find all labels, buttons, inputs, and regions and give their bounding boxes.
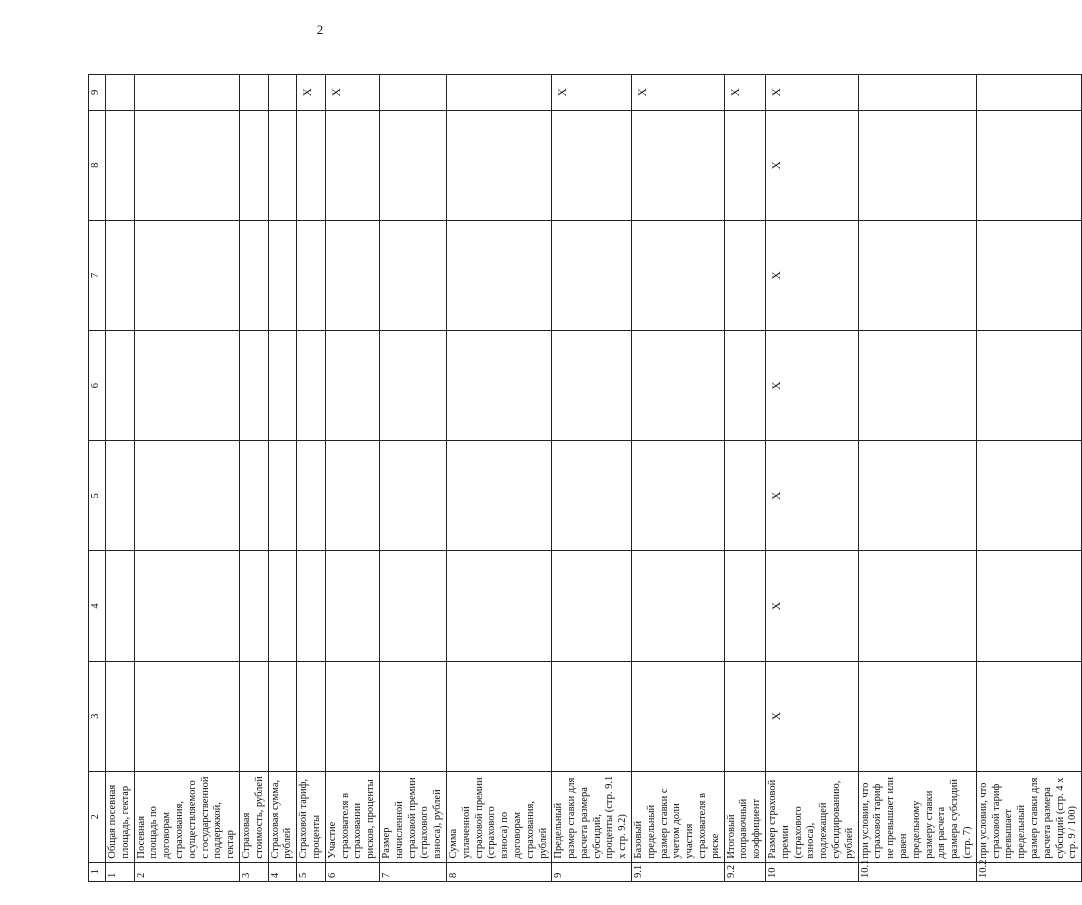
empty-cell [379, 75, 446, 111]
table-row [552, 75, 632, 882]
empty-cell [239, 331, 268, 441]
header-cell: 2 [89, 771, 106, 862]
empty-cell [134, 220, 239, 330]
empty-cell [106, 551, 135, 661]
table-row [858, 75, 976, 882]
cross-mark-cell: X [766, 75, 859, 111]
empty-cell [134, 110, 239, 220]
empty-cell [297, 220, 326, 330]
table-row [297, 75, 326, 882]
empty-cell [325, 220, 379, 330]
empty-cell [724, 331, 765, 441]
empty-cell [446, 661, 551, 771]
empty-cell [552, 661, 632, 771]
empty-cell [976, 75, 1081, 111]
page-number: 2 [316, 22, 324, 37]
empty-cell [134, 551, 239, 661]
table-body [106, 75, 1082, 882]
header-cell: 5 [89, 441, 106, 551]
empty-cell [239, 551, 268, 661]
empty-cell [446, 551, 551, 661]
row-label: Посевная площадь по договорам страхования, осуществляемого с государственной поддержкой, гектар [134, 771, 239, 862]
header-cell: 9 [89, 75, 106, 111]
empty-cell [268, 441, 297, 551]
cross-mark-cell: X [766, 110, 859, 220]
empty-cell [858, 331, 976, 441]
table-row [106, 75, 135, 882]
empty-cell [446, 75, 551, 111]
empty-cell [446, 110, 551, 220]
empty-cell [379, 110, 446, 220]
empty-cell [239, 220, 268, 330]
row-label: Общая посевная площадь, гектар [106, 771, 135, 862]
empty-cell [858, 75, 976, 111]
empty-cell [976, 661, 1081, 771]
table-row [632, 75, 725, 882]
empty-cell [134, 661, 239, 771]
table-row [976, 75, 1081, 882]
cross-mark-cell: X [632, 75, 725, 111]
empty-cell [379, 551, 446, 661]
empty-cell [632, 551, 725, 661]
empty-cell [239, 441, 268, 551]
cross-mark-cell: X [325, 75, 379, 111]
header-cell: 7 [89, 220, 106, 330]
empty-cell [858, 220, 976, 330]
empty-cell [268, 110, 297, 220]
table-row [268, 75, 297, 882]
row-number: 10.1 [858, 862, 976, 881]
cross-mark-cell: X [766, 551, 859, 661]
empty-cell [724, 551, 765, 661]
cross-mark-cell: X [724, 75, 765, 111]
empty-cell [268, 661, 297, 771]
empty-cell [297, 441, 326, 551]
row-label: Страховая сумма, рублей [268, 771, 297, 862]
cross-mark-cell: X [766, 661, 859, 771]
empty-cell [446, 220, 551, 330]
empty-cell [379, 331, 446, 441]
empty-cell [106, 441, 135, 551]
row-number: 5 [297, 862, 326, 881]
empty-cell [552, 441, 632, 551]
table-row [446, 75, 551, 882]
header-row [89, 75, 106, 882]
empty-cell [858, 441, 976, 551]
cross-mark-cell: X [766, 331, 859, 441]
empty-cell [106, 220, 135, 330]
table-row [379, 75, 446, 882]
empty-cell [297, 331, 326, 441]
header-cell: 6 [89, 331, 106, 441]
header-cell: 8 [89, 110, 106, 220]
row-number: 9 [552, 862, 632, 881]
empty-cell [268, 551, 297, 661]
table-row [724, 75, 765, 882]
empty-cell [106, 75, 135, 111]
empty-cell [976, 331, 1081, 441]
empty-cell [268, 75, 297, 111]
empty-cell [632, 110, 725, 220]
empty-cell [446, 441, 551, 551]
empty-cell [134, 75, 239, 111]
cross-mark-cell: X [766, 441, 859, 551]
row-number: 9.2 [724, 862, 765, 881]
row-label: Итоговый поправочный коэффициент [724, 771, 765, 862]
empty-cell [268, 331, 297, 441]
empty-cell [239, 661, 268, 771]
empty-cell [552, 551, 632, 661]
row-label: Размер страховой премии (страхового взноса), подлежащей субсидированию, рублей [766, 771, 859, 862]
table-row [239, 75, 268, 882]
empty-cell [134, 331, 239, 441]
row-number: 2 [134, 862, 239, 881]
empty-cell [858, 110, 976, 220]
cross-mark-cell: X [297, 75, 326, 111]
row-number: 4 [268, 862, 297, 881]
empty-cell [239, 75, 268, 111]
empty-cell [724, 110, 765, 220]
row-number: 8 [446, 862, 551, 881]
cross-mark-cell: X [766, 220, 859, 330]
empty-cell [724, 661, 765, 771]
table-row [134, 75, 239, 882]
empty-cell [325, 331, 379, 441]
empty-cell [552, 331, 632, 441]
empty-cell [632, 331, 725, 441]
row-number: 6 [325, 862, 379, 881]
empty-cell [325, 551, 379, 661]
empty-cell [858, 551, 976, 661]
row-label: при условии, что страховой тариф не превышает или равен предельному размеру ставки для расчета размера субсидий (стр. 7) [858, 771, 976, 862]
empty-cell [134, 441, 239, 551]
empty-cell [552, 110, 632, 220]
empty-cell [724, 441, 765, 551]
empty-cell [976, 220, 1081, 330]
empty-cell [632, 661, 725, 771]
empty-cell [325, 110, 379, 220]
cross-mark-cell: X [552, 75, 632, 111]
empty-cell [552, 220, 632, 330]
header-cell: 1 [89, 862, 106, 881]
empty-cell [976, 551, 1081, 661]
empty-cell [858, 661, 976, 771]
empty-cell [297, 661, 326, 771]
empty-cell [379, 220, 446, 330]
subsidy-calculation-table [88, 74, 1082, 882]
empty-cell [106, 110, 135, 220]
header-cell: 3 [89, 661, 106, 771]
empty-cell [239, 110, 268, 220]
header-cell: 4 [89, 551, 106, 661]
empty-cell [268, 220, 297, 330]
empty-cell [976, 110, 1081, 220]
empty-cell [632, 441, 725, 551]
empty-cell [325, 661, 379, 771]
row-label: Размер начисленной страховой премии (страхового взноса), рублей [379, 771, 446, 862]
row-number: 9.1 [632, 862, 725, 881]
empty-cell [446, 331, 551, 441]
row-label: Участие страхователя в страховании рисков, проценты [325, 771, 379, 862]
empty-cell [724, 220, 765, 330]
empty-cell [325, 441, 379, 551]
empty-cell [297, 551, 326, 661]
row-number: 1 [106, 862, 135, 881]
empty-cell [106, 331, 135, 441]
row-label: Базовый предельный размер ставки с учетом доли участия страхователя в риске [632, 771, 725, 862]
table-row [766, 75, 859, 882]
empty-cell [297, 110, 326, 220]
row-number: 7 [379, 862, 446, 881]
row-label: Страховой тариф, проценты [297, 771, 326, 862]
row-label: при условии, что страховой тариф превышает предельный размер ставки для расчета размера субсидий (стр. 4 х стр. 9 / 100) [976, 771, 1081, 862]
row-label: Предельный размер ставки для расчета размера субсидий, проценты (стр. 9.1 х стр. 9.2) [552, 771, 632, 862]
empty-cell [379, 661, 446, 771]
empty-cell [106, 661, 135, 771]
table-row [325, 75, 379, 882]
rotated-table-container [88, 74, 1079, 882]
row-number: 10 [766, 862, 859, 881]
empty-cell [976, 441, 1081, 551]
empty-cell [632, 220, 725, 330]
row-label: Страховая стоимость, рублей [239, 771, 268, 862]
row-number: 10.2 [976, 862, 1081, 881]
empty-cell [379, 441, 446, 551]
row-number: 3 [239, 862, 268, 881]
row-label: Сумма уплаченной страховой премии (страхового взноса) по договорам страхования, рублей [446, 771, 551, 862]
